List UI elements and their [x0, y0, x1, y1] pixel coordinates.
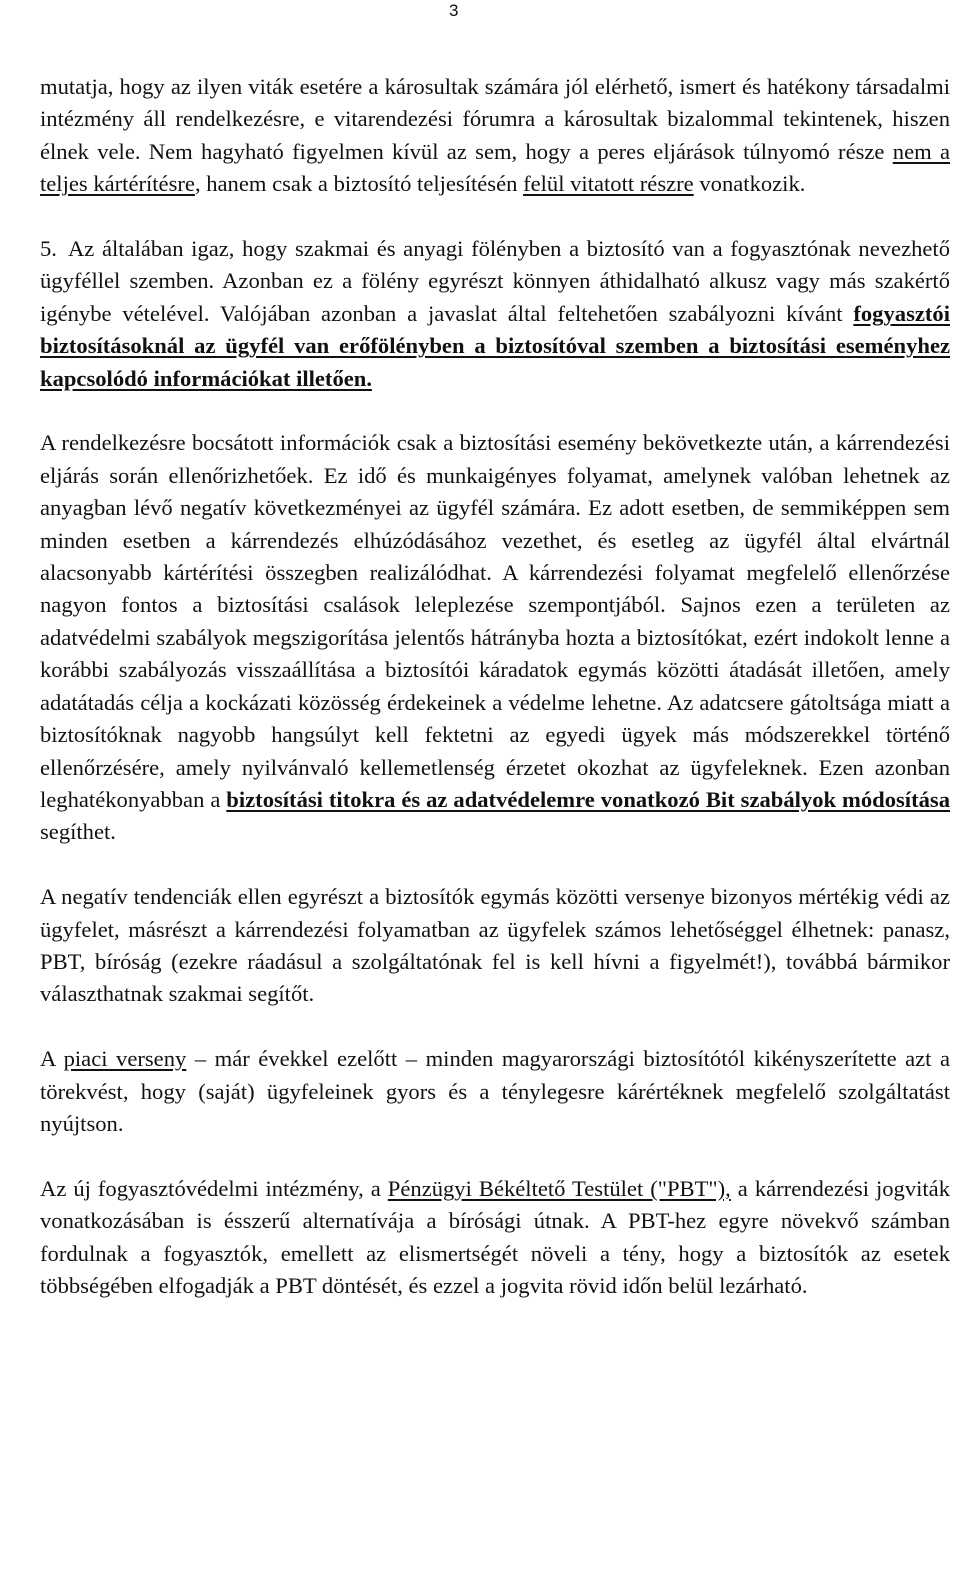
paragraph-text: A [40, 1046, 64, 1072]
paragraph-3 [40, 427, 950, 848]
paragraph-text: , hanem csak a biztosító teljesítésén [194, 171, 524, 197]
underlined-phrase: nem a teljes kártérítésre [40, 138, 950, 197]
bold-underlined-phrase: biztosítási titokra és az adatvédelemre vonatkozó Bit szabályok módosítása [226, 786, 950, 812]
paragraph-text: A rendelkezésre bocsátott információk csak a biztosítási esemény bekövetkezte után, a kárrendezési eljárás során ellenőrizhetőek. Ez idő és munkaigényes folyamat, amelynek valóban lehetnek az anyagban lévő negatív következményei az ügyfél számára. Ez adott esetben, de semmiképpen sem minden esetben a kárrendezés elhúzódásához vezethet, és esetleg az ügyfél által elvártnál alacsonyabb kártérítési összegben realizálódhat. A kárrendezési folyamat megfelelő ellenőrzése nagyon fontos a biztosítási csalások leleplezése szempontjából. Sajnos ezen a területen az adatvédelmi szabályok megszigorítása jelentős hátrányba hozta a biztosítókat, ezért indokolt lenne a korábbi szabályozás visszaállítása a biztosítói káradatok egymás közötti átadását illetően, amely adatátadás célja a kockázati közösség érdekeinek a védelme lehetne. Az adatcsere gátoltsága miatt a biztosítóknak nagyobb hangsúlyt kell fektetni az egyedi ügyek más módszerekkel történő ellenőrzésére, amely nyilvánvaló kellemetlenség érzetet okozhat az ügyfeleknek. Ezen azonban leghatékonyabban a [40, 430, 950, 812]
paragraph-4 [40, 881, 950, 1011]
underlined-phrase: felül vitatott részre [523, 171, 694, 197]
item-number: 5. [40, 236, 57, 262]
paragraph-text: – már évekkel ezelőtt – minden magyarországi biztosítótól kikényszerítette azt a törekvést, hogy (saját) ügyfeleinek gyors és a ténylegesre kárértéknek megfelelő szolgáltatást nyújtson. [40, 1046, 951, 1136]
paragraph-text: segíthet. [40, 819, 116, 845]
paragraph-text: a kárrendezési jogviták vonatkozásában is ésszerű alternatívája a bírósági útnak. A PBT-hez egyre növekvő számban fordulnak a fogyasztók, emellett az elismertségét növeli a tény, hogy a biztosítók az esetek többségében elfogadják a PBT döntését, és ezzel a jogvita rövid időn belül lezárható. [40, 1175, 951, 1298]
underlined-phrase: piaci verseny [63, 1046, 187, 1072]
paragraph-text: A negatív tendenciák ellen egyrészt a biztosítók egymás közötti versenye bizonyos mértékig védi az ügyfelet, másrészt a kárrendezési folyamatban az ügyfelek számos lehetőséggel élhetnek: panasz, PBT, bíróság (ezekre ráadásul a szolgáltatónak fel is kell hívni a figyelmét!), továbbá bármikor választhatnak szakmai segítőt. [40, 884, 950, 1007]
paragraph-text: vonatkozik. [693, 171, 806, 197]
paragraph-text: Az új fogyasztóvédelmi intézmény, a [40, 1175, 388, 1201]
paragraph-2-numbered [40, 233, 950, 395]
paragraph-6 [40, 1173, 950, 1303]
paragraph-5 [40, 1043, 950, 1140]
paragraph-text: Az általában igaz, hogy szakmai és anyagi fölényben a biztosító van a fogyasztónak nevezhető ügyféllel szemben. Azonban ez a fölény egyrészt könnyen áthidalható alkusz vagy más szakértő igénybe vételével. Valójában azonban a javaslat által feltehetően szabályozni kívánt [40, 236, 950, 326]
underlined-phrase: Pénzügyi Békéltető Testület ("PBT"), [387, 1175, 731, 1201]
bold-underlined-phrase: fogyasztói biztosításoknál az ügyfél van erőfölényben a biztosítóval szemben a biztosítási eseményhez kapcsolódó információkat illetően. [40, 300, 950, 391]
page-number: 3 [449, 1, 459, 20]
document-body [40, 71, 950, 1302]
paragraph-1 [40, 71, 950, 201]
paragraph-text: mutatja, hogy az ilyen viták esetére a károsultak számára jól elérhető, ismert és hatékony társadalmi intézmény áll rendelkezésre, e vitarendezési fórumra a károsultak bizalommal tekintenek, hiszen élnek vele. Nem hagyható figyelmen kívül az sem, hogy a peres eljárások túlnyomó része [40, 74, 950, 164]
